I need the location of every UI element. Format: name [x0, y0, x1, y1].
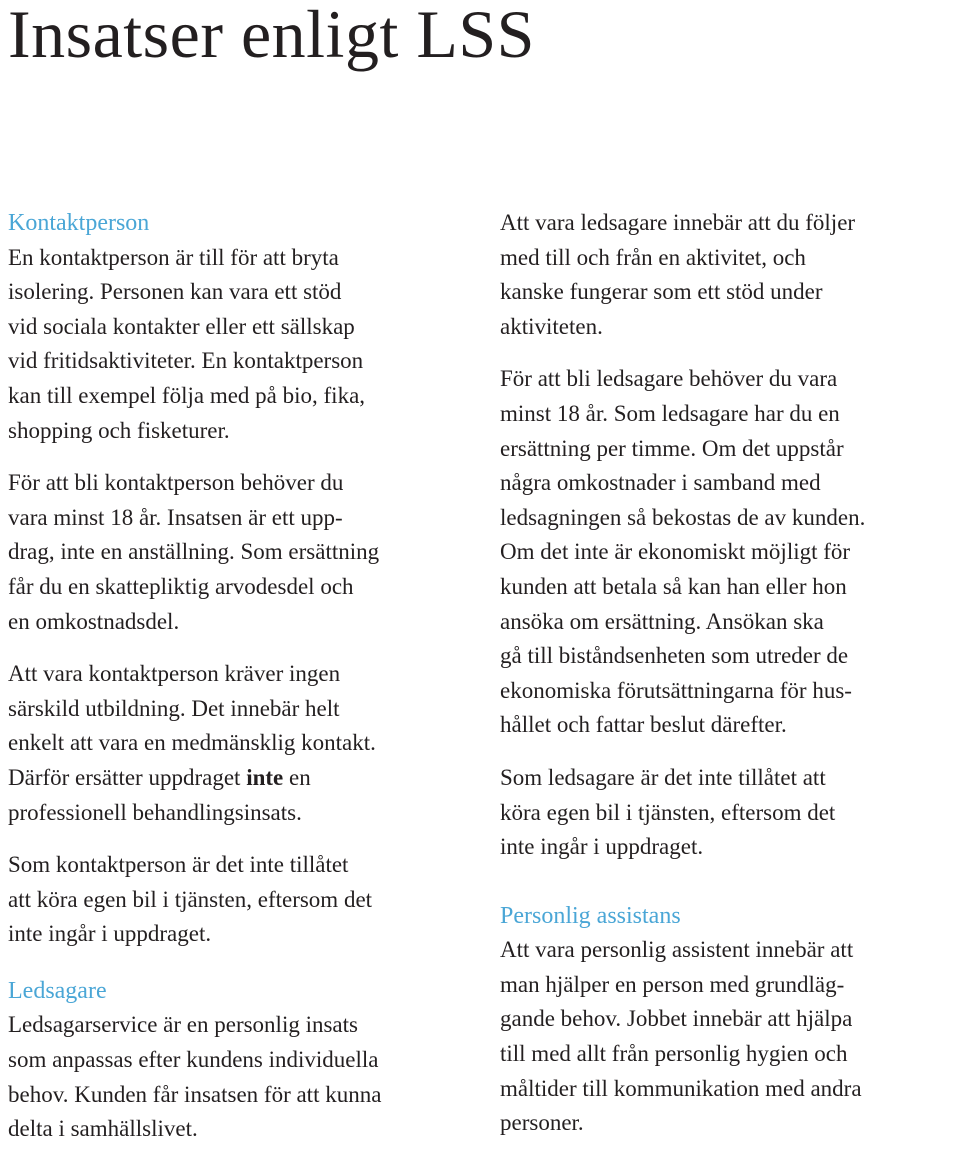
text-line: köra egen bil i tjänsten, eftersom det: [500, 799, 836, 825]
section-heading-ledsagare: Ledsagare: [8, 977, 107, 1004]
text-line: [8, 761, 480, 796]
emphasis-text: inte: [246, 764, 284, 790]
text-line: måltider till kommunikation med andra: [500, 1075, 862, 1101]
paragraph: [8, 848, 480, 952]
text-line: professionell behandlingsinsats.: [8, 799, 302, 825]
text-line: till med allt från personlig hygien och: [500, 1041, 848, 1067]
text-line: man hjälper en person med grundläg-: [500, 971, 845, 997]
paragraph: [500, 206, 958, 344]
text-line: Ledsagarservice är en personlig insats: [8, 1012, 358, 1038]
text-line: som anpassas efter kundens individuella: [8, 1047, 379, 1073]
section-heading-personlig-assistans: Personlig assistans: [500, 902, 681, 929]
text-line: personer.: [500, 1110, 584, 1136]
right-column: [500, 206, 958, 1141]
text-line: ersättning per timme. Om det uppstår: [500, 435, 844, 461]
text-line: Som ledsagare är det inte tillåtet att: [500, 764, 826, 790]
text-line: vid fritidsaktiviteter. En kontaktperson: [8, 348, 364, 374]
paragraph: [8, 241, 480, 449]
text-line: minst 18 år. Som ledsagare har du en: [500, 400, 840, 426]
text-line: delta i samhällslivet.: [8, 1116, 198, 1142]
text-line: ekonomiska förutsättningarna för hus-: [500, 677, 852, 703]
text-line: inte ingår i uppdraget.: [8, 921, 212, 947]
text-line: isolering. Personen kan vara ett stöd: [8, 279, 342, 305]
paragraph: [8, 1008, 480, 1146]
text-line: drag, inte en anställning. Som ersättning: [8, 539, 380, 565]
text-line: vid sociala kontakter eller ett sällskap: [8, 313, 355, 339]
text-line: ledsagningen så bekostas de av kunden.: [500, 504, 866, 530]
text-line: kunden att betala så kan han eller hon: [500, 573, 847, 599]
paragraph: [500, 933, 958, 1141]
text-line: särskild utbildning. Det innebär helt: [8, 695, 340, 721]
paragraph: [8, 657, 480, 830]
text-line: kanske fungerar som ett stöd under: [500, 279, 823, 305]
text-line: Som kontaktperson är det inte tillåtet: [8, 852, 349, 878]
text-line: aktiviteten.: [500, 313, 603, 339]
section-heading-kontaktperson: Kontaktperson: [8, 210, 150, 236]
text-line: shopping och fisketurer.: [8, 417, 230, 443]
text-line: behov. Kunden får insatsen för att kunna: [8, 1081, 382, 1107]
text-line: några omkostnader i samband med: [500, 470, 821, 496]
paragraph: [500, 761, 958, 865]
text-line: att köra egen bil i tjänsten, eftersom det: [8, 886, 373, 912]
text-line: Att vara personlig assistent innebär att: [500, 937, 854, 963]
text-line: Att vara kontaktperson kräver ingen: [8, 661, 341, 687]
text-segment: en: [283, 764, 311, 790]
text-line: vara minst 18 år. Insatsen är ett upp-: [8, 504, 343, 530]
text-line: För att bli ledsagare behöver du vara: [500, 366, 838, 392]
text-line: För att bli kontaktperson behöver du: [8, 470, 344, 496]
left-column: [8, 206, 480, 1147]
text-line: inte ingår i uppdraget.: [500, 834, 704, 860]
text-line: med till och från en aktivitet, och: [500, 244, 806, 270]
text-line: gande behov. Jobbet innebär att hjälpa: [500, 1006, 853, 1032]
text-segment: Därför ersätter uppdraget: [8, 764, 247, 790]
text-line: en omkostnadsdel.: [8, 608, 180, 634]
text-line: enkelt att vara en medmänsklig kontakt.: [8, 730, 376, 756]
page-title: Insatser enligt LSS: [8, 0, 536, 72]
text-line: En kontaktperson är till för att bryta: [8, 244, 339, 270]
text-line: gå till biståndsenheten som utreder de: [500, 643, 849, 669]
text-line: Om det inte är ekonomiskt möjligt för: [500, 539, 851, 565]
paragraph: [500, 362, 958, 743]
text-line: hållet och fattar beslut därefter.: [500, 712, 787, 738]
text-line: kan till exempel följa med på bio, fika,: [8, 382, 366, 408]
text-line: får du en skattepliktig arvodesdel och: [8, 573, 354, 599]
text-line: ansöka om ersättning. Ansökan ska: [500, 608, 824, 634]
paragraph: [8, 466, 480, 639]
text-line: Att vara ledsagare innebär att du följer: [500, 210, 856, 235]
